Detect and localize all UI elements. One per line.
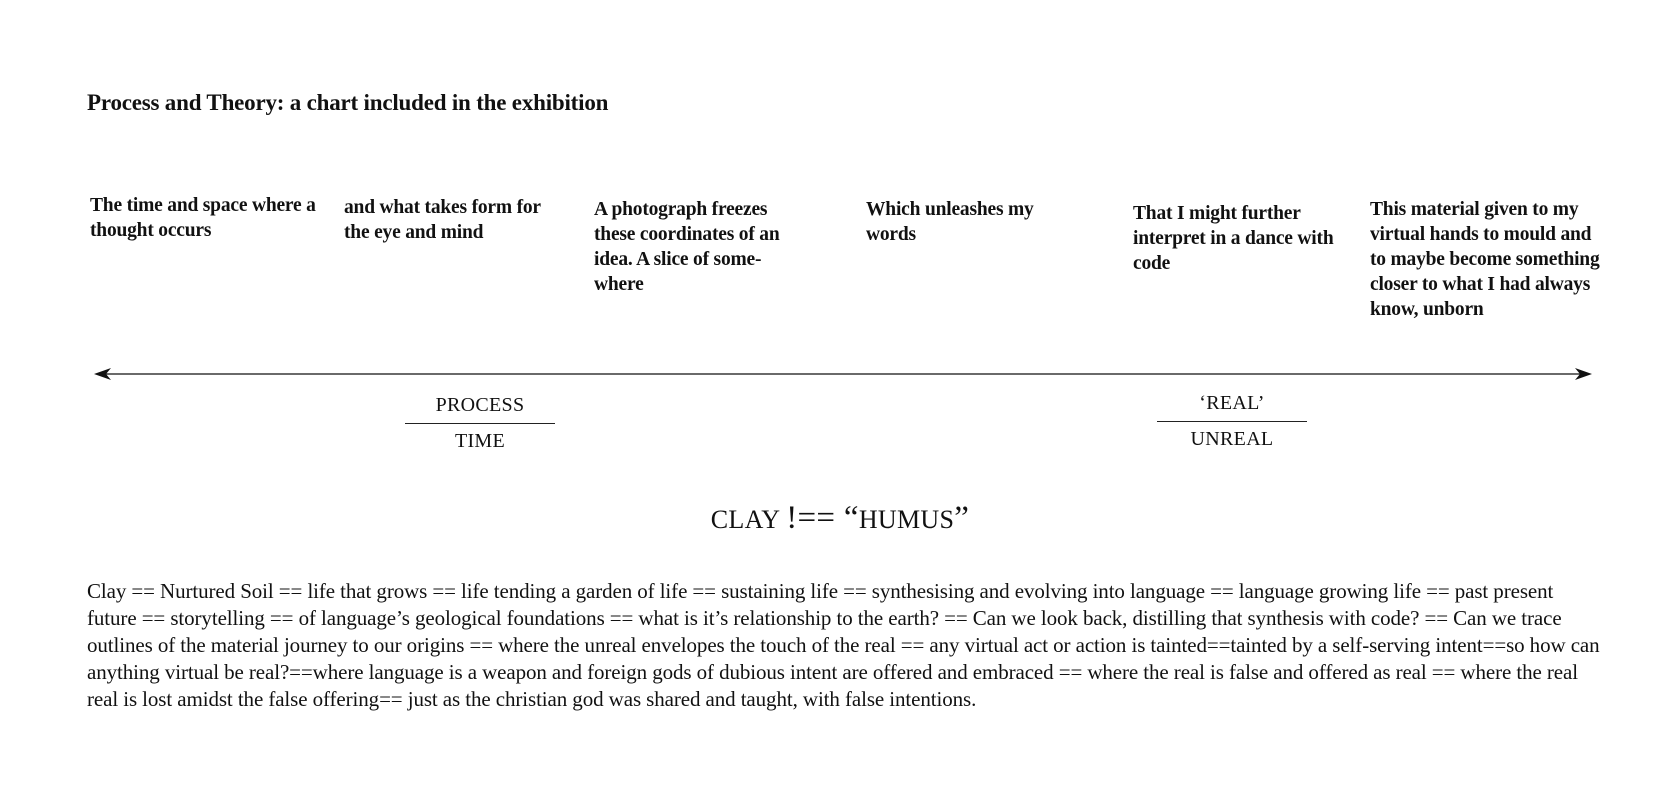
fraction-real-unreal [1157, 392, 1307, 451]
fraction-process-time [405, 394, 555, 453]
fraction-denominator: TIME [454, 430, 506, 452]
fraction-numerator: ‘REAL’ [1157, 392, 1307, 422]
timeline-stage-text: The time and space where a thought occurs [90, 195, 316, 241]
timeline-stage-text: That I might further interpret in a dance with code [1133, 203, 1334, 274]
body-paragraph: Clay == Nurtured Soil == life that grows == life tending a garden of life == sustaining life == synthesising and evolving into language == language growing life == past present future == storytelling == of language’s geological foundations == what is it’s relationship to the earth? == Can we look back, distilling that synthesis with code? == Can we trace outlines of the material journey to our origins == where the unreal envelopes the touch of the real == any virtual act or action is tainted==tainted by a self-serving intent==so how can anything virtual be real?==where language is a weapon and foreign gods of dubious intent are offered and embraced == where the real is false and offered as real == where the real real is lost amidst the false offering== just as the christian god was shared and taught, with false intentions. [87, 579, 1600, 711]
equation-right: HUMUS [858, 505, 955, 534]
equation-operator: !== [786, 500, 836, 536]
timeline-stage-text: This material given to my virtual hands to mould and to maybe become something closer to what I had always know, unborn [1370, 199, 1600, 320]
fraction-denominator: UNREAL [1190, 428, 1274, 450]
timeline-stage-text: A photograph freezes these coordinates of an idea. A slice of some-where [594, 199, 780, 295]
double-arrow-axis [94, 364, 1592, 384]
equation-close-quote: ” [954, 500, 970, 536]
fraction-numerator: PROCESS [405, 394, 555, 424]
timeline-stage-text: and what takes form for the eye and mind [344, 197, 541, 243]
equation-open-quote: “ [835, 500, 859, 536]
timeline-stage-text: Which unleashes my words [866, 199, 1034, 245]
equation-left: CLAY [710, 505, 787, 534]
page-title: Process and Theory: a chart included in the exhibition [87, 90, 609, 115]
clay-humus-equation [0, 500, 1680, 537]
